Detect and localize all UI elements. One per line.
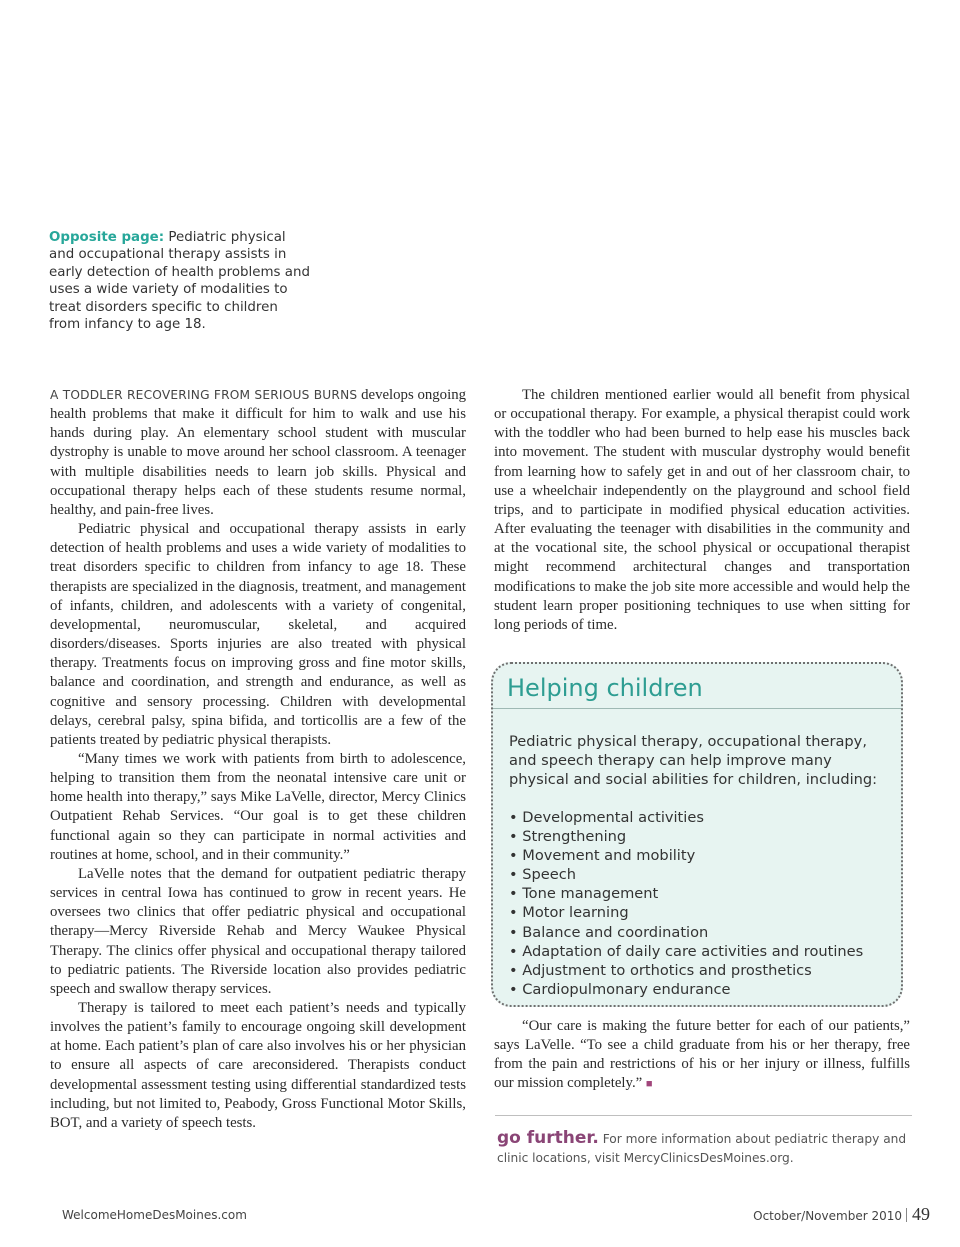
list-item: • Strengthening (509, 828, 627, 846)
caption-lead: Opposite page: (49, 230, 165, 245)
sidebar-box (491, 662, 903, 1007)
footer-separator (906, 1208, 907, 1222)
list-item: • Tone management (509, 885, 659, 903)
list-item: • Motor learning (509, 904, 629, 922)
list-item: • Adaptation of daily care activities and routines (509, 942, 864, 960)
article-paragraph-3: “Many times we work with patients from birth to adolescence, helping to transition them from the neonatal intensive care unit or home health into therapy,” says Mike LaVelle, director, Mercy Clinics Outpatient Rehab Services. “Our goal is to get these children functional again so they can participate in normal activities and routines at home, school, and in their community.” (50, 750, 466, 863)
sidebar-title: Helping children (507, 674, 703, 702)
paragraph-1-text: develops ongoing health problems that make it difficult for him to walk and use his hands during play. An elementary school student with muscular dystrophy is unable to move around her school classroom. A teenager with multiple disabilities needs to learn job skills. Physical and occupational therapy helps each of these students resume normal, healthy, and pain-free lives. (50, 387, 466, 518)
article-paragraph-7 (494, 1017, 910, 1095)
article-paragraph-5: Therapy is tailored to meet each patient’s needs and typically involves the patient’s family to encourage ongoing skill development at home. Each patient’s plan of care also involves his or her physician to ensure all aspects of care areconsidered. Therapists conduct developmental assessment testing using differential standardized tests including, but not limited to, Peabody, Gross Functional Motor Skills, BOT, and a variety of speech tests. (50, 1000, 466, 1131)
list-item: • Cardiopulmonary endurance (509, 980, 731, 998)
sidebar-title-rule (493, 708, 901, 709)
sidebar-intro: Pediatric physical therapy, occupational therapy, and speech therapy can help improve many physical and social abilities for children, including: (509, 733, 878, 789)
article-paragraph-6: The children mentioned earlier would all benefit from physical or occupational therapy. For example, a physical therapist could work with the toddler who had been burned to help ease his muscles back into movement. The student with muscular dystrophy would benefit from learning how to safely get in and out of her classroom chair, to use a wheelchair independently on the playground and school field trips, and to participate in modified physical education activities. After evaluating the teenager with disabilities in the community and at the vocational site, the school physical or occupational therapist might recommend architectural changes and transportation modifications to make the job site more accessible and would help the student learn proper positioning techniques to use when sitting for long periods of time. (494, 387, 910, 633)
go-further-divider (495, 1115, 912, 1116)
end-mark-icon: ■ (645, 1078, 653, 1091)
article-paragraph-1 (50, 386, 466, 520)
article-column-left (50, 386, 466, 1133)
page-number: 49 (912, 1204, 930, 1224)
footer-website: WelcomeHomeDesMoines.com (62, 1208, 247, 1222)
opening-smallcaps: A TODDLER RECOVERING FROM SERIOUS BURNS (50, 388, 358, 402)
footer-issue: October/November 2010 (753, 1209, 902, 1223)
footer-issue-info (753, 1204, 930, 1225)
paragraph-7-text: “Our care is making the future better for each of our patients,” says LaVelle. “To see a child graduate from his or her therapy, free from the pain and restrictions of his or her injury or illness, fulfills our mission completely.” (494, 1018, 910, 1092)
list-item: • Developmental activities (509, 809, 704, 826)
list-item: • Adjustment to orthotics and prosthetics (509, 961, 812, 979)
article-paragraph-2: Pediatric physical and occupational therapy assists in early detection of health problems and uses a wide variety of modalities to treat disorders specific to children from infancy to age 18. These therapists are specialized in the diagnosis, treatment, and management of infants, children, and adolescents with a variety of congenital, developmental, neuromuscular, skeletal, and acquired disorders/diseases. Sports injuries are also treated with physical therapy. Treatments focus on improving gross and fine motor skills, balance and coordination, and strength and endurance, as well as cognitive and sensory processing. Children with developmental delays, cerebral palsy, spina bifida, and torticollis are a few of the patients treated by pediatric physical therapists. (50, 521, 466, 748)
list-item: • Balance and coordination (509, 923, 709, 941)
go-further-note (497, 1129, 913, 1168)
list-item: • Movement and mobility (509, 847, 696, 865)
list-item: • Speech (509, 866, 577, 884)
article-column-right (494, 386, 910, 635)
article-paragraph-4: LaVelle notes that the demand for outpatient pediatric therapy services in central Iowa has continued to grow in recent years. He oversees two clinics that offer pediatric physical and occupational therapy—Mercy Riverside Rehab and Mercy Waukee Physical Therapy. The clinics offer physical and occupational therapy tailored to pediatric patients. The Riverside location also provides pediatric speech and swallow therapy services. (50, 865, 466, 997)
go-further-label: go further. (497, 1128, 599, 1148)
caption-text: Pediatric physical and occupational therapy assists in early detection of health problems and uses a wide variety of modalities to treat disorders specific to children from infancy to age 18. (49, 230, 310, 333)
go-further-text: For more information about pediatric therapy and clinic locations, visit MercyClinicsDesMoines.org. (497, 1132, 907, 1165)
photo-caption (49, 229, 311, 333)
sidebar-list (509, 808, 863, 999)
article-column-right-closing (494, 1017, 910, 1095)
